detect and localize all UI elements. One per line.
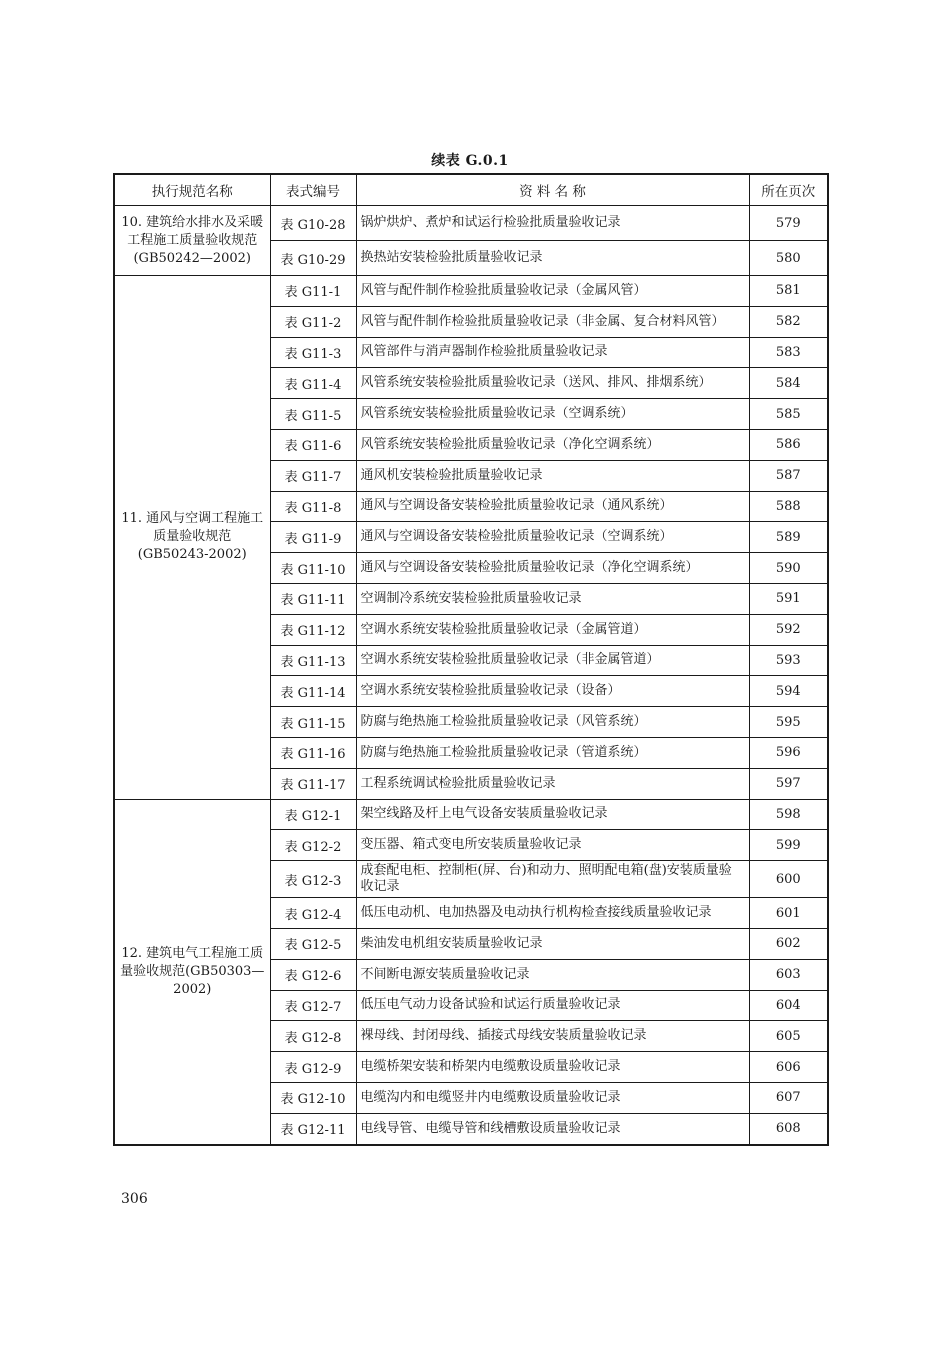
record-page-cell: 593 [749, 645, 828, 676]
record-code-cell: 表 G11-4 [270, 368, 356, 399]
record-code-cell: 表 G12-11 [270, 1113, 356, 1144]
record-code-cell: 表 G11-8 [270, 491, 356, 522]
record-name-cell: 换热站安装检验批质量验收记录 [356, 241, 749, 276]
record-name-cell: 电缆沟内和电缆竖井内电缆敷设质量验收记录 [356, 1082, 749, 1113]
page-number: 306 [121, 1191, 148, 1207]
record-name-cell: 风管与配件制作检验批质量验收记录（金属风管） [356, 276, 749, 307]
record-code-cell: 表 G12-8 [270, 1021, 356, 1052]
record-name-cell: 防腐与绝热施工检验批质量验收记录（风管系统） [356, 707, 749, 738]
record-page-cell: 596 [749, 737, 828, 768]
record-name-cell: 空调水系统安装检验批质量验收记录（非金属管道） [356, 645, 749, 676]
record-page-cell: 595 [749, 707, 828, 738]
record-page-cell: 607 [749, 1082, 828, 1113]
record-name-cell: 锅炉烘炉、煮炉和试运行检验批质量验收记录 [356, 206, 749, 241]
record-name-cell: 空调水系统安装检验批质量验收记录（金属管道） [356, 614, 749, 645]
record-name-cell: 风管系统安装检验批质量验收记录（空调系统） [356, 399, 749, 430]
record-page-cell: 594 [749, 676, 828, 707]
record-page-cell: 602 [749, 928, 828, 959]
record-page-cell: 585 [749, 399, 828, 430]
record-code-cell: 表 G11-7 [270, 460, 356, 491]
table-header-row [114, 174, 828, 206]
record-code-cell: 表 G12-10 [270, 1082, 356, 1113]
record-page-cell: 601 [749, 898, 828, 929]
record-code-cell: 表 G12-7 [270, 990, 356, 1021]
record-page-cell: 603 [749, 959, 828, 990]
record-code-cell: 表 G11-11 [270, 583, 356, 614]
record-name-cell: 风管部件与消声器制作检验批质量验收记录 [356, 337, 749, 368]
record-name-cell: 风管系统安装检验批质量验收记录（送风、排风、排烟系统） [356, 368, 749, 399]
record-name-cell: 空调制冷系统安装检验批质量验收记录 [356, 583, 749, 614]
record-name-cell: 电线导管、电缆导管和线槽敷设质量验收记录 [356, 1113, 749, 1144]
record-name-cell: 防腐与绝热施工检验批质量验收记录（管道系统） [356, 737, 749, 768]
record-page-cell: 586 [749, 429, 828, 460]
header-page: 所在页次 [749, 174, 828, 206]
record-name-cell: 柴油发电机组安装质量验收记录 [356, 928, 749, 959]
record-code-cell: 表 G11-2 [270, 306, 356, 337]
record-code-cell: 表 G12-2 [270, 830, 356, 861]
record-name-cell: 空调水系统安装检验批质量验收记录（设备） [356, 676, 749, 707]
record-page-cell: 608 [749, 1113, 828, 1144]
record-name-cell: 变压器、箱式变电所安装质量验收记录 [356, 830, 749, 861]
record-page-cell: 592 [749, 614, 828, 645]
record-code-cell: 表 G12-5 [270, 928, 356, 959]
record-code-cell: 表 G11-1 [270, 276, 356, 307]
record-page-cell: 605 [749, 1021, 828, 1052]
record-name-cell: 通风机安装检验批质量验收记录 [356, 460, 749, 491]
record-name-cell: 通风与空调设备安装检验批质量验收记录（通风系统） [356, 491, 749, 522]
record-code-cell: 表 G12-6 [270, 959, 356, 990]
record-code-cell: 表 G12-1 [270, 799, 356, 830]
record-name-cell: 风管与配件制作检验批质量验收记录（非金属、复合材料风管） [356, 306, 749, 337]
record-code-cell: 表 G11-5 [270, 399, 356, 430]
record-page-cell: 599 [749, 830, 828, 861]
record-code-cell: 表 G11-16 [270, 737, 356, 768]
header-name: 资 料 名 称 [356, 174, 749, 206]
record-code-cell: 表 G11-15 [270, 707, 356, 738]
records-table [113, 173, 829, 1146]
record-code-cell: 表 G12-3 [270, 861, 356, 898]
record-page-cell: 584 [749, 368, 828, 399]
record-name-cell: 通风与空调设备安装检验批质量验收记录（净化空调系统） [356, 553, 749, 584]
record-page-cell: 579 [749, 206, 828, 241]
record-page-cell: 588 [749, 491, 828, 522]
record-page-cell: 583 [749, 337, 828, 368]
record-page-cell: 597 [749, 768, 828, 799]
record-name-cell: 工程系统调试检验批质量验收记录 [356, 768, 749, 799]
table-body [114, 206, 828, 1145]
table-row [114, 276, 828, 307]
record-page-cell: 606 [749, 1052, 828, 1083]
spec-name-cell: 10. 建筑给水排水及采暖工程施工质量验收规范(GB50242—2002) [114, 206, 270, 276]
record-code-cell: 表 G11-14 [270, 676, 356, 707]
record-code-cell: 表 G11-12 [270, 614, 356, 645]
record-name-cell: 低压电气动力设备试验和试运行质量验收记录 [356, 990, 749, 1021]
header-code: 表式编号 [270, 174, 356, 206]
record-code-cell: 表 G12-9 [270, 1052, 356, 1083]
table-row [114, 206, 828, 241]
spec-name-cell: 11. 通风与空调工程施工质量验收规范(GB50243-2002) [114, 276, 270, 800]
record-name-cell: 低压电动机、电加热器及电动执行机构检查接线质量验收记录 [356, 898, 749, 929]
record-page-cell: 598 [749, 799, 828, 830]
record-page-cell: 580 [749, 241, 828, 276]
record-name-cell: 风管系统安装检验批质量验收记录（净化空调系统） [356, 429, 749, 460]
record-name-cell: 通风与空调设备安装检验批质量验收记录（空调系统） [356, 522, 749, 553]
record-code-cell: 表 G11-3 [270, 337, 356, 368]
record-name-cell: 裸母线、封闭母线、插接式母线安装质量验收记录 [356, 1021, 749, 1052]
record-page-cell: 589 [749, 522, 828, 553]
record-page-cell: 590 [749, 553, 828, 584]
record-code-cell: 表 G12-4 [270, 898, 356, 929]
table-caption: 续表 G.0.1 [431, 153, 509, 169]
record-name-cell: 不间断电源安装质量验收记录 [356, 959, 749, 990]
record-code-cell: 表 G11-17 [270, 768, 356, 799]
record-page-cell: 604 [749, 990, 828, 1021]
record-name-cell: 架空线路及杆上电气设备安装质量验收记录 [356, 799, 749, 830]
table-row [114, 799, 828, 830]
record-page-cell: 582 [749, 306, 828, 337]
record-code-cell: 表 G11-6 [270, 429, 356, 460]
record-code-cell: 表 G11-9 [270, 522, 356, 553]
record-page-cell: 591 [749, 583, 828, 614]
record-code-cell: 表 G11-13 [270, 645, 356, 676]
record-page-cell: 587 [749, 460, 828, 491]
spec-name-cell: 12. 建筑电气工程施工质量验收规范(GB50303—2002) [114, 799, 270, 1144]
record-code-cell: 表 G10-28 [270, 206, 356, 241]
record-page-cell: 581 [749, 276, 828, 307]
record-code-cell: 表 G10-29 [270, 241, 356, 276]
record-page-cell: 600 [749, 861, 828, 898]
record-name-cell: 成套配电柜、控制柜(屏、台)和动力、照明配电箱(盘)安装质量验收记录 [356, 861, 749, 898]
record-code-cell: 表 G11-10 [270, 553, 356, 584]
record-name-cell: 电缆桥架安装和桥架内电缆敷设质量验收记录 [356, 1052, 749, 1083]
header-spec: 执行规范名称 [114, 174, 270, 206]
